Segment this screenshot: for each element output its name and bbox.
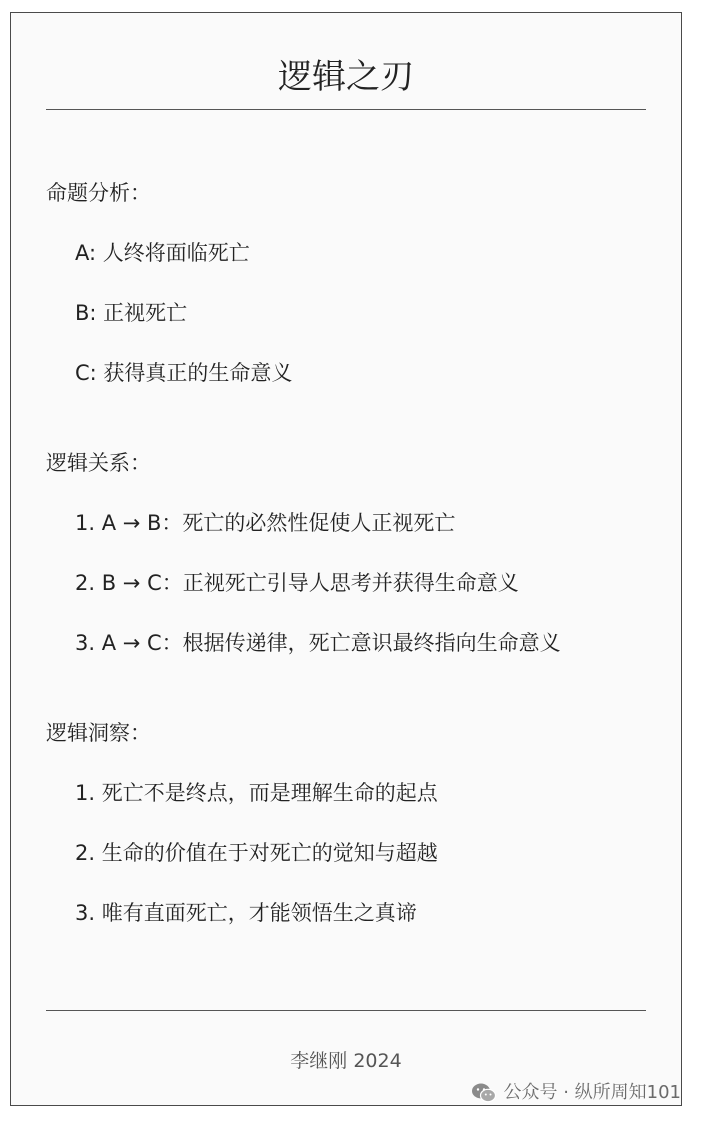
relation-item: 2. B → C：正视死亡引导人思考并获得生命意义 — [75, 571, 519, 595]
section-heading-insight: 逻辑洞察： — [46, 721, 151, 745]
watermark-text: 公众号 · 纵所周知101 — [503, 1082, 681, 1103]
document-card — [10, 12, 682, 1106]
footer-author: 李继刚 2024 — [290, 1050, 402, 1072]
footer-divider — [46, 1010, 646, 1011]
proposition-item: A: 人终将面临死亡 — [75, 241, 250, 265]
page-title: 逻辑之刃 — [278, 57, 414, 97]
insight-item: 2. 生命的价值在于对死亡的觉知与超越 — [75, 841, 438, 865]
proposition-item: B: 正视死亡 — [75, 301, 188, 325]
proposition-item: C: 获得真正的生命意义 — [75, 361, 293, 385]
insight-item: 1. 死亡不是终点，而是理解生命的起点 — [75, 781, 438, 805]
section-heading-proposition: 命题分析： — [46, 181, 151, 205]
title-divider — [46, 109, 646, 110]
relation-item: 1. A → B：死亡的必然性促使人正视死亡 — [75, 511, 456, 535]
relation-item: 3. A → C：根据传递律，死亡意识最终指向生命意义 — [75, 631, 561, 655]
insight-item: 3. 唯有直面死亡，才能领悟生之真谛 — [75, 901, 417, 925]
section-heading-relations: 逻辑关系： — [46, 451, 151, 475]
wechat-icon — [471, 1082, 497, 1104]
watermark — [471, 1081, 681, 1105]
